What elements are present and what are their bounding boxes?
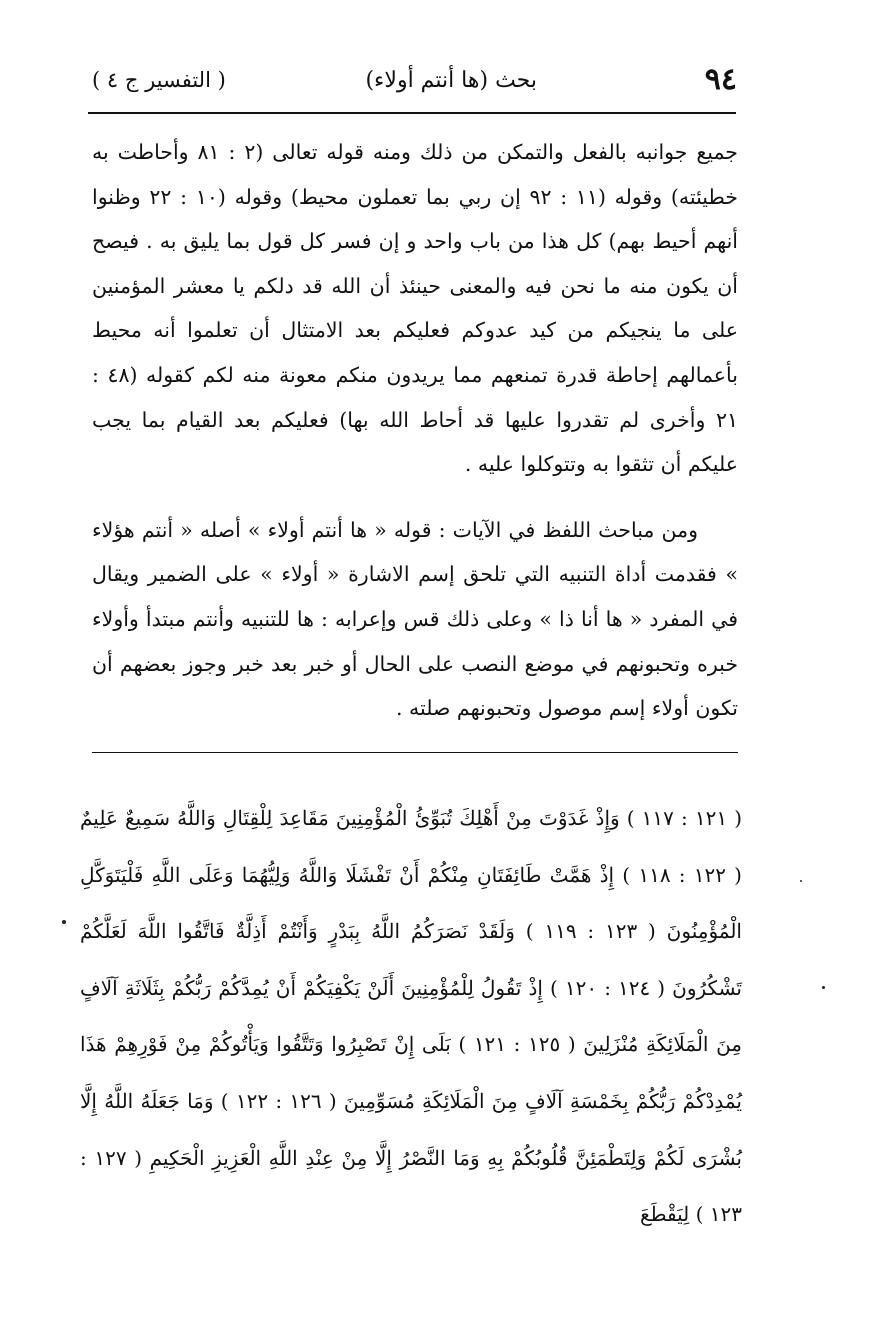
running-title: بحث (ها أنتم أولاء) <box>365 68 537 93</box>
section-divider <box>92 752 738 753</box>
verses-text: ( ١٢١ : ١١٧ ) وَإِذْ غَدَوْتَ مِنْ أَهْلِكَ تُبَوِّئُ الْمُؤْمِنِينَ مَقَاعِدَ لِلْقِتَالِ وَاللَّهُ سَمِيعٌ عَلِيمٌ ( ١٢٢ : ١١٨ ) إِذْ هَمَّتْ طَائِفَتَانِ مِنْكُمْ أَنْ تَفْشَلَا وَاللَّهُ وَلِيُّهُمَا وَعَلَى اللَّهِ فَلْيَتَوَكَّلِ الْمُؤْمِنُونَ ( ١٢٣ : ١١٩ ) وَلَقَدْ نَصَرَكُمُ اللَّهُ بِبَدْرٍ وَأَنْتُمْ أَذِلَّةٌ فَاتَّقُوا اللَّهَ لَعَلَّكُمْ تَشْكُرُونَ ( ١٢٤ : ١٢٠ ) إِذْ تَقُولُ لِلْمُؤْمِنِينَ أَلَنْ يَكْفِيَكُمْ أَنْ يُمِدَّكُمْ رَبُّكُمْ بِثَلَاثَةِ آلَافٍ مِنَ الْمَلَائِكَةِ مُنْزَلِينَ ( ١٢٥ : ١٢١ ) بَلَى إِنْ تَصْبِرُوا وَتَتَّقُوا وَيَأْتُوكُمْ مِنْ فَوْرِهِمْ هَذَا يُمْدِدْكُمْ رَبُّكُمْ بِخَمْسَةِ آلَافٍ مِنَ الْمَلَائِكَةِ مُسَوِّمِينَ ( ١٢٦ : ١٢٢ ) وَمَا جَعَلَهُ اللَّهُ إِلَّا بُشْرَى لَكُمْ وَلِتَطْمَئِنَّ قُلُوبُكُمْ بِهِ وَمَا النَّصْرُ إِلَّا مِنْ عِنْدِ اللَّهِ الْعَزِيزِ الْحَكِيمِ ( ١٢٧ : ١٢٣ ) لِيَقْطَعَ <box>80 806 743 1227</box>
commentary-text <box>92 130 738 731</box>
quran-verses <box>80 790 742 1243</box>
header-rule <box>88 112 736 114</box>
page-number: ٩٤ <box>704 62 737 97</box>
scan-speck <box>62 920 66 924</box>
scan-speck <box>822 986 825 989</box>
commentary-paragraph: جميع جوانبه بالفعل والتمكن من ذلك ومنه قوله تعالى (٢ : ٨١ وأحاطت به خطيئته) وقوله (١١ : ٩٢ إن ربي بما تعملون محيط) وقوله (١٠ : ٢٢ وظنوا أنهم أحيط بهم) كل هذا من باب واحد و إن فسر كل قول بما يليق به . فيصح أن يكون منه ما نحن فيه والمعنى حينئذ أن الله قد دلكم يا معشر المؤمنين على ما ينجيكم من كيد عدوكم فعليكم بعد الامتثال أن تعلموا أنه محيط بأعمالهم إحاطة قدرة تمنعهم مما يريدون منكم معونة منه لكم كقوله (٤٨ : ٢١ وأخرى لم تقدروا عليها قد أحاط الله بها) فعليكم بعد القيام بما يجب عليكم أن تثقوا به وتتوكلوا عليه . <box>92 140 738 477</box>
page-header <box>92 62 737 106</box>
grammar-paragraph: ومن مباحث اللفظ في الآيات : قوله « ها أنتم أولاء » أصله « أنتم هؤلاء » فقدمت أداة التنبيه التي تلحق إسم الاشارة « أولاء » على الضمير ويقال في المفرد « ها أنا ذا » وعلى ذلك قس وإعرابه : ها للتنبيه وأنتم مبتدأ وأولاء خبره وتحبونهم في موضع النصب على الحال أو خبر بعد خبر وجوز بعضهم أن تكون أولاء إسم موصول وتحبونهم صلته . <box>92 517 738 721</box>
book-title: ( التفسير ج ٤ ) <box>92 68 226 92</box>
scan-speck <box>800 880 802 882</box>
